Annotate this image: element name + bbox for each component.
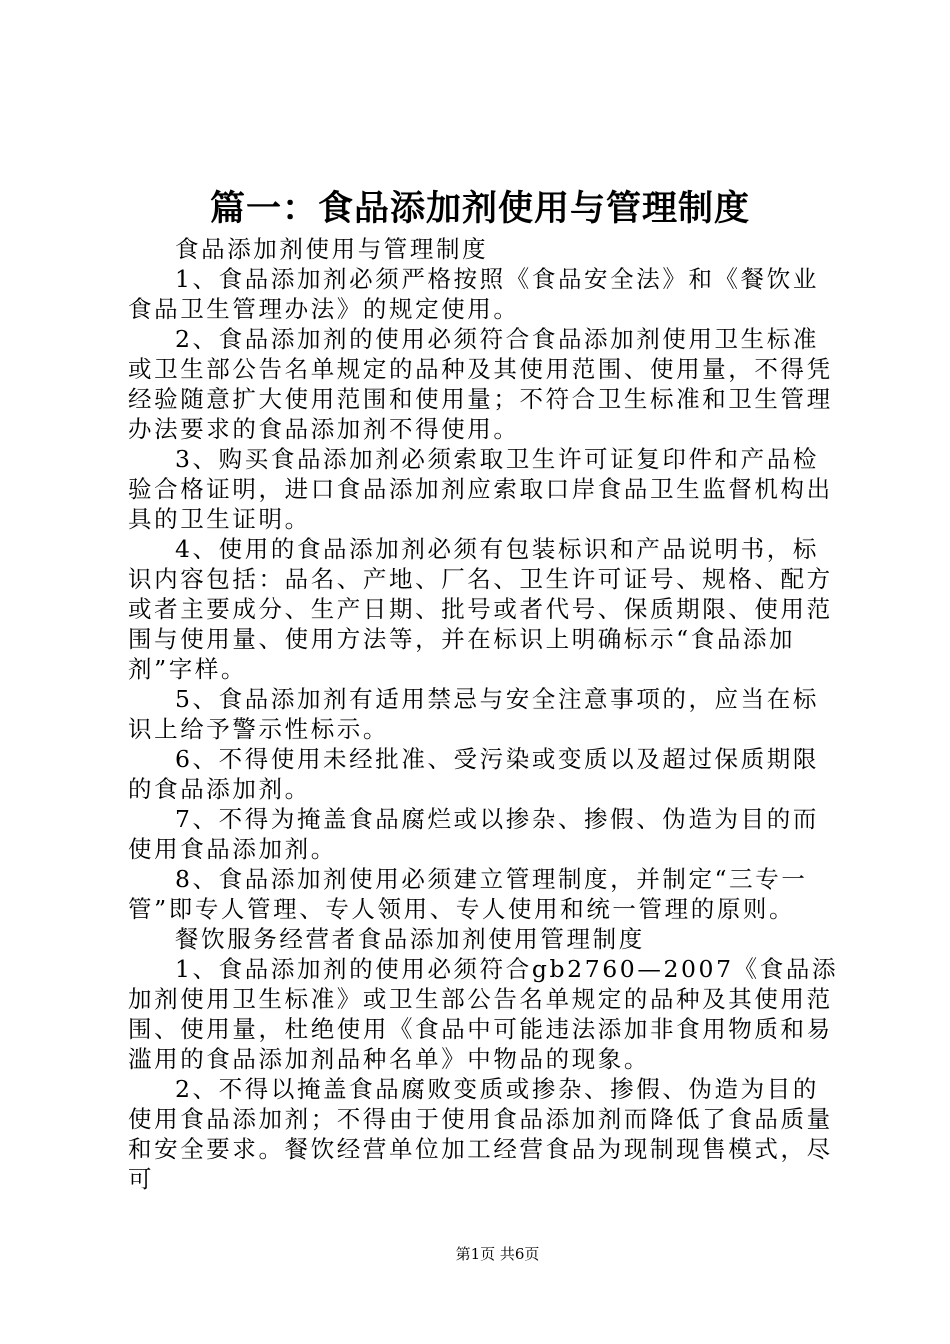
- paragraph: 4、使用的食品添加剂必须有包装标识和产品说明书，标识内容包括：品名、产地、厂名、卫生许可证号、规格、配方或者主要成分、生产日期、批号或者代号、保质期限、使用范围与使用量、使用方法等，并在标识上明确标示“食品添加剂”字样。: [128, 535, 833, 683]
- paragraph: 2、不得以掩盖食品腐败变质或掺杂、掺假、伪造为目的使用食品添加剂；不得由于使用食品添加剂而降低了食品质量和安全要求。餐饮经营单位加工经营食品为现制现售模式，尽可: [128, 1075, 833, 1193]
- paragraph: 5、食品添加剂有适用禁忌与安全注意事项的，应当在标识上给予警示性标示。: [128, 685, 819, 743]
- paragraph: 1、食品添加剂的使用必须符合gb2760—2007《食品添加剂使用卫生标准》或卫生部公告名单规定的品种及其使用范围、使用量，杜绝使用《食品中可能违法添加非食用物质和易滥用的食品添加剂品种名单》中物品的现象。: [128, 955, 839, 1073]
- paragraph: 1、食品添加剂必须严格按照《食品安全法》和《餐饮业食品卫生管理办法》的规定使用。: [128, 265, 819, 323]
- paragraph: 2、食品添加剂的使用必须符合食品添加剂使用卫生标准或卫生部公告名单规定的品种及其使用范围、使用量，不得凭经验随意扩大使用范围和使用量；不符合卫生标准和卫生管理办法要求的食品添加剂不得使用。: [128, 325, 833, 443]
- document-title: 篇一：食品添加剂使用与管理制度: [209, 189, 750, 229]
- paragraph: 6、不得使用未经批准、受污染或变质以及超过保质期限的食品添加剂。: [128, 745, 819, 803]
- section-heading: 餐饮服务经营者食品添加剂使用管理制度: [175, 925, 645, 953]
- paragraph: 8、食品添加剂使用必须建立管理制度，并制定“三专一管”即专人管理、专人领用、专人使用和统一管理的原则。: [128, 865, 808, 923]
- paragraph: 7、不得为掩盖食品腐烂或以掺杂、掺假、伪造为目的而使用食品添加剂。: [128, 805, 819, 863]
- document-body: [128, 234, 842, 1194]
- page-footer: 第1页 共6页: [455, 1245, 540, 1263]
- section-heading: 食品添加剂使用与管理制度: [175, 235, 489, 263]
- paragraph: 3、购买食品添加剂必须索取卫生许可证复印件和产品检验合格证明，进口食品添加剂应索取口岸食品卫生监督机构出具的卫生证明。: [128, 445, 833, 533]
